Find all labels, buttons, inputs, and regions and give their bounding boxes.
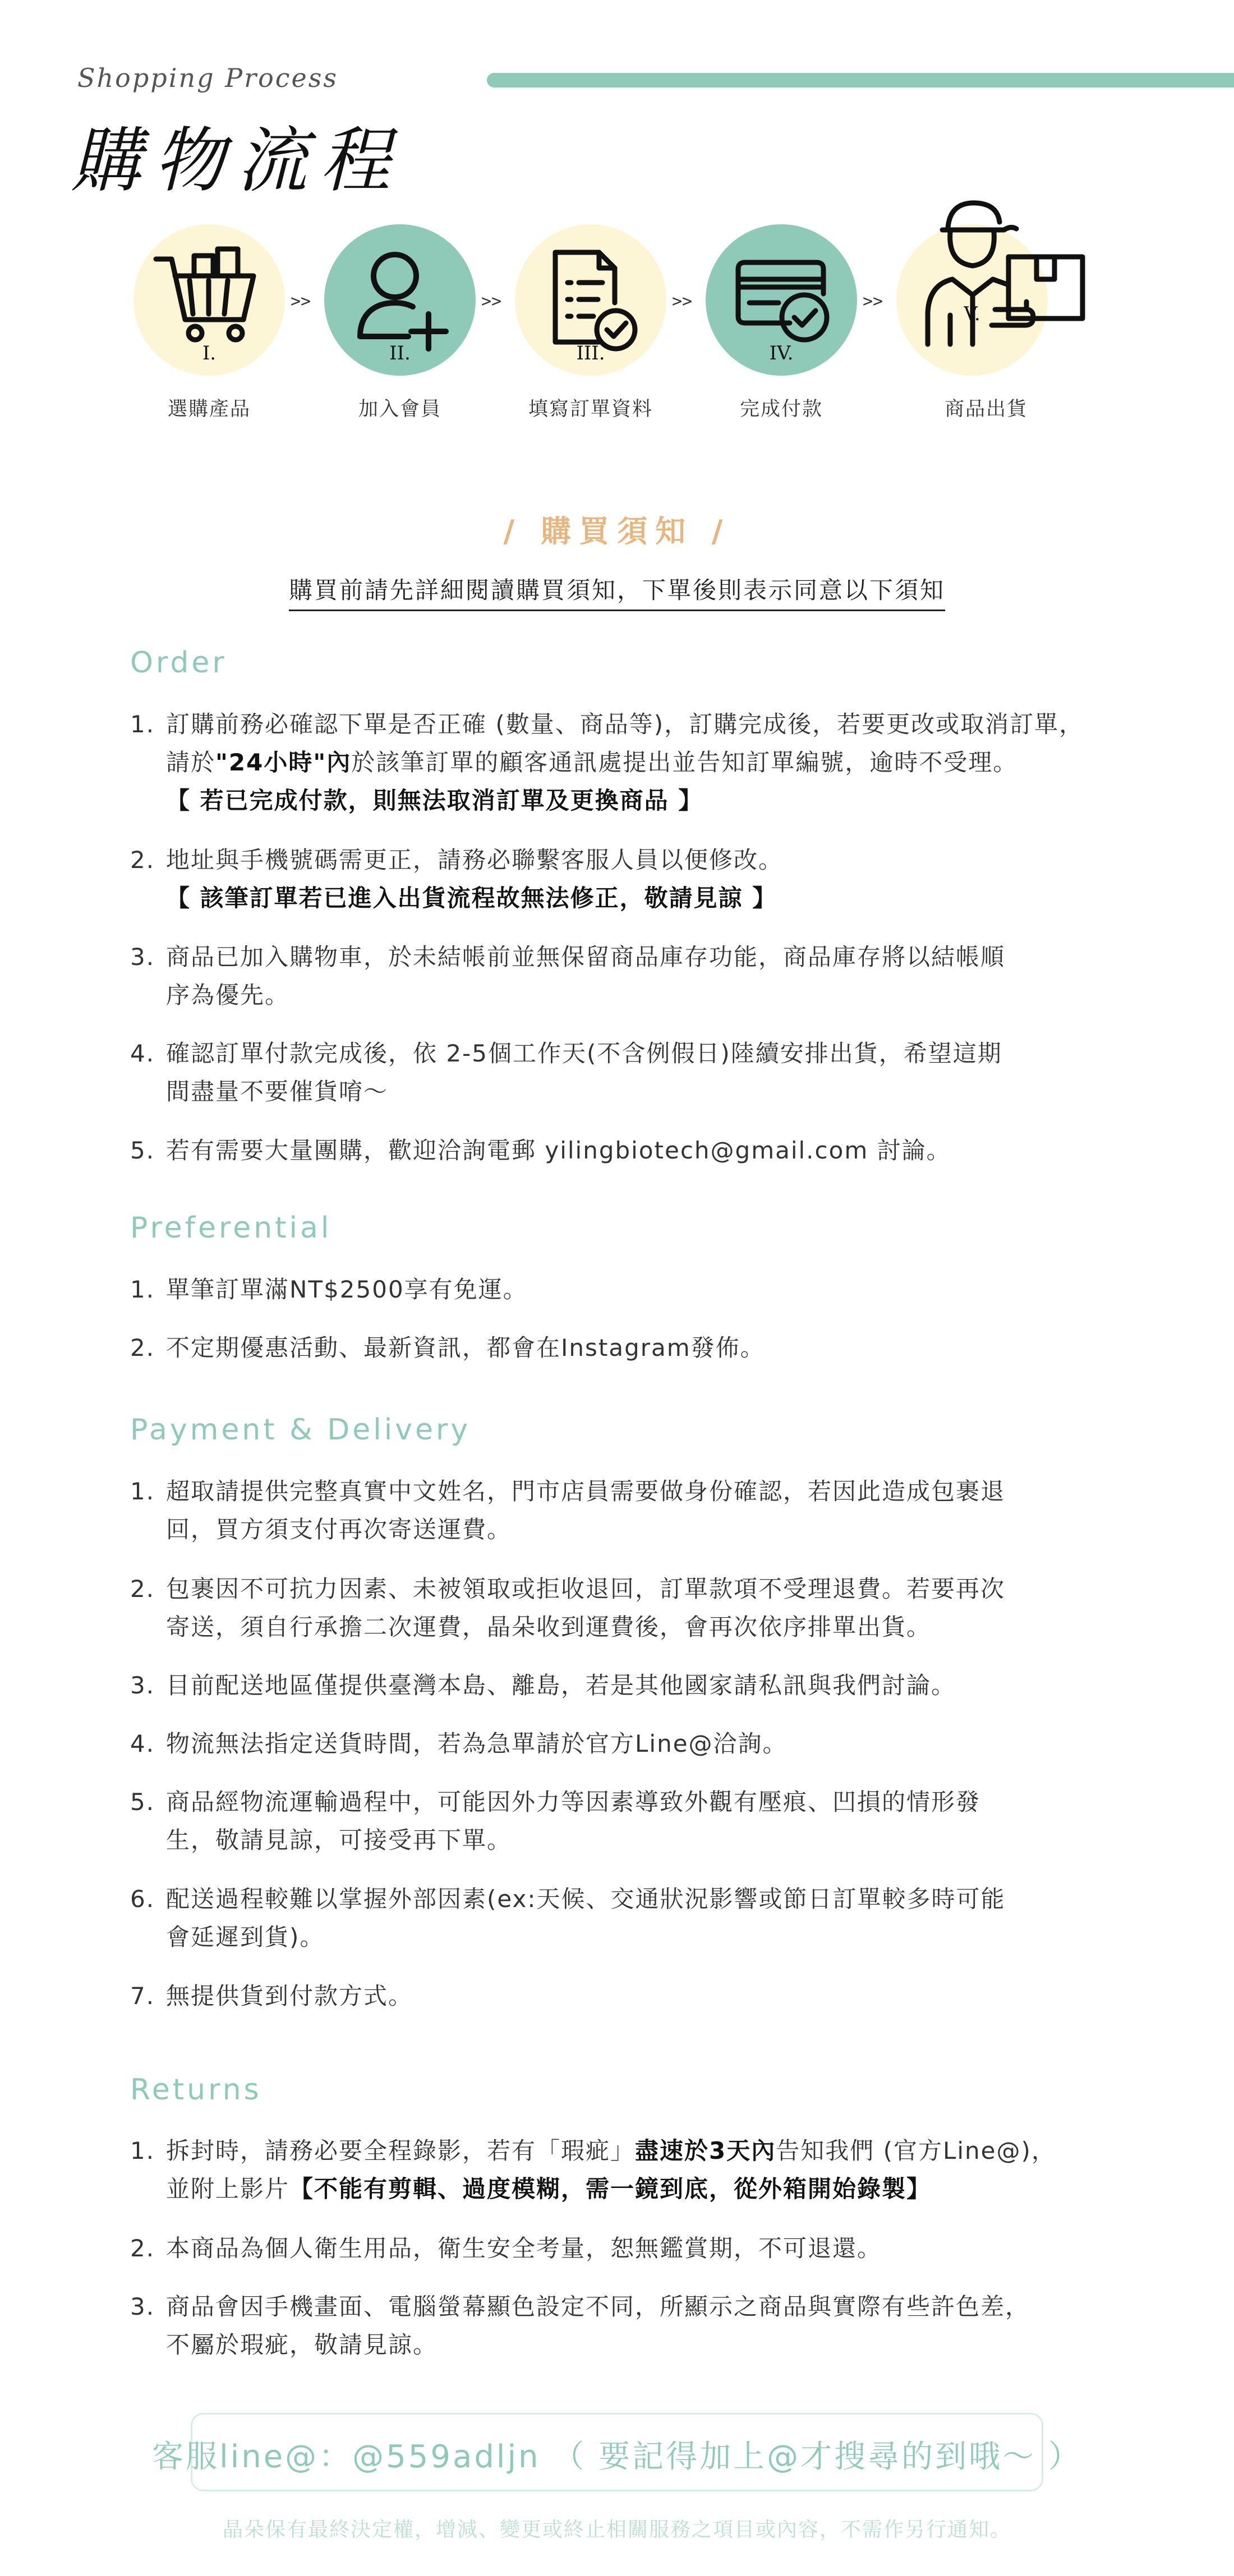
step-arrow: >> (672, 292, 693, 311)
header-chinese-title: 購物流程 (71, 119, 403, 202)
notice-subtitle: 購買前請先詳細閱讀購買須知，下單後則表示同意以下須知 (0, 572, 1234, 606)
section-heading-preferential: Preferential (130, 1211, 332, 1245)
footer-disclaimer: 晶朵保有最終決定權，增減、變更或終止相關服務之項目或內容，不需作另行通知。 (222, 2518, 1011, 2541)
contact-line-id: 客服line@：@559adljn （ 要記得加上@才搜尋的到哦～ ） (152, 2439, 1082, 2475)
step-3-label: 填寫訂單資料 (528, 398, 653, 421)
payment-item-4: 4. 物流無法指定送貨時間，若為急單請於官方Line@洽詢。 (130, 1730, 788, 1757)
payment-item-6: 6. 配送過程較難以掌握外部因素(ex:天候、交通狀況影響或節日訂單較多時可能 會延遲到貨)。 (130, 1885, 1006, 1951)
step-1 (133, 224, 285, 376)
order-item-3: 3. 商品已加入購物車，於未結帳前並無保留商品庫存功能，商品庫存將以結帳順 序為優先。 (130, 943, 1006, 1009)
section-heading-order: Order (130, 646, 227, 680)
step-5-label: 商品出貨 (944, 398, 1028, 421)
step-4-label: 完成付款 (739, 398, 823, 421)
step-arrow: >> (291, 292, 311, 311)
step-4-roman: IV. (769, 342, 794, 364)
payment-item-3: 3. 目前配送地區僅提供臺灣本島、離島，若是其他國家請私訊與我們討論。 (130, 1672, 956, 1699)
step-3 (515, 224, 666, 376)
step-1-label: 選購產品 (167, 398, 251, 421)
step-3-roman: III. (576, 342, 605, 364)
step-1-roman: I. (202, 342, 217, 364)
order-item-2: 2. 地址與手機號碼需更正，請務必聯繫客服人員以便修改。 【 該筆訂單若已進入出貨流程故無法修正，敬請見諒 】 (130, 846, 784, 912)
step-2 (324, 224, 476, 376)
payment-item-2: 2. 包裹因不可抗力因素、未被領取或拒收退回，訂單款項不受理退費。若要再次 寄送，須自行承擔二次運費，晶朵收到運費後，會再次依序排單出貨。 (130, 1575, 1006, 1641)
step-5 (896, 224, 1048, 376)
step-2-label: 加入會員 (358, 398, 441, 421)
section-heading-returns: Returns (130, 2073, 262, 2107)
returns-item-3: 3. 商品會因手機畫面、電腦螢幕顯色設定不同，所顯示之商品與實際有些許色差， 不屬於瑕疵，敬請見諒。 (130, 2293, 1030, 2358)
header-accent-bar (487, 73, 1234, 87)
step-5-roman: V. (964, 303, 980, 325)
step-arrow: >> (481, 292, 502, 311)
order-item-1: 1. 訂購前務必確認下單是否正確 (數量、商品等)，訂購完成後，若要更改或取消訂單， 請於"24小時"內於該筆訂單的顧客通訊處提出並告知訂單編號，逾時不受理。 【 若已完成付款，則無法取消訂單及更換商品 】 (130, 710, 1084, 814)
step-arrow: >> (863, 292, 883, 311)
step-4 (706, 224, 857, 376)
notice-title: / 購買須知 / (503, 514, 731, 549)
preferential-item-1: 1. 單筆訂單滿NT$2500享有免運。 (130, 1276, 528, 1303)
section-heading-payment: Payment & Delivery (130, 1413, 471, 1447)
delivery-person-icon (896, 195, 1104, 363)
payment-item-1: 1. 超取請提供完整真實中文姓名，門市店員需要做身份確認，若因此造成包裹退 回，買方須支付再次寄送運費。 (130, 1478, 1006, 1543)
header-english-title: Shopping Process (77, 63, 338, 93)
step-2-roman: II. (389, 342, 411, 364)
returns-item-1: 1. 拆封時，請務必要全程錄影，若有「瑕疵」盡速於3天內告知我們 (官方Line@)， 並附上影片【不能有剪輯、過度模糊，需一鏡到底，從外箱開始錄製】 (130, 2137, 1056, 2203)
preferential-item-2: 2. 不定期優惠活動、最新資訊，都會在Instagram發佈。 (130, 1334, 765, 1361)
order-item-5: 5. 若有需要大量團購，歡迎洽詢電郵 yilingbiotech@gmail.com 討論。 (130, 1137, 951, 1164)
payment-item-5: 5. 商品經物流運輸過程中，可能因外力等因素導致外觀有壓痕、凹損的情形發 生，敬請見諒，可接受再下單。 (130, 1788, 981, 1854)
returns-item-2: 2. 本商品為個人衛生用品，衛生安全考量，恕無鑑賞期，不可退還。 (130, 2235, 882, 2262)
order-item-4: 4. 確認訂單付款完成後，依 2-5個工作天(不含例假日)陸續安排出貨，希望這期 間盡量不要催貨唷～ (130, 1040, 1002, 1105)
payment-item-7: 7. 無提供貨到付款方式。 (130, 1982, 413, 2010)
